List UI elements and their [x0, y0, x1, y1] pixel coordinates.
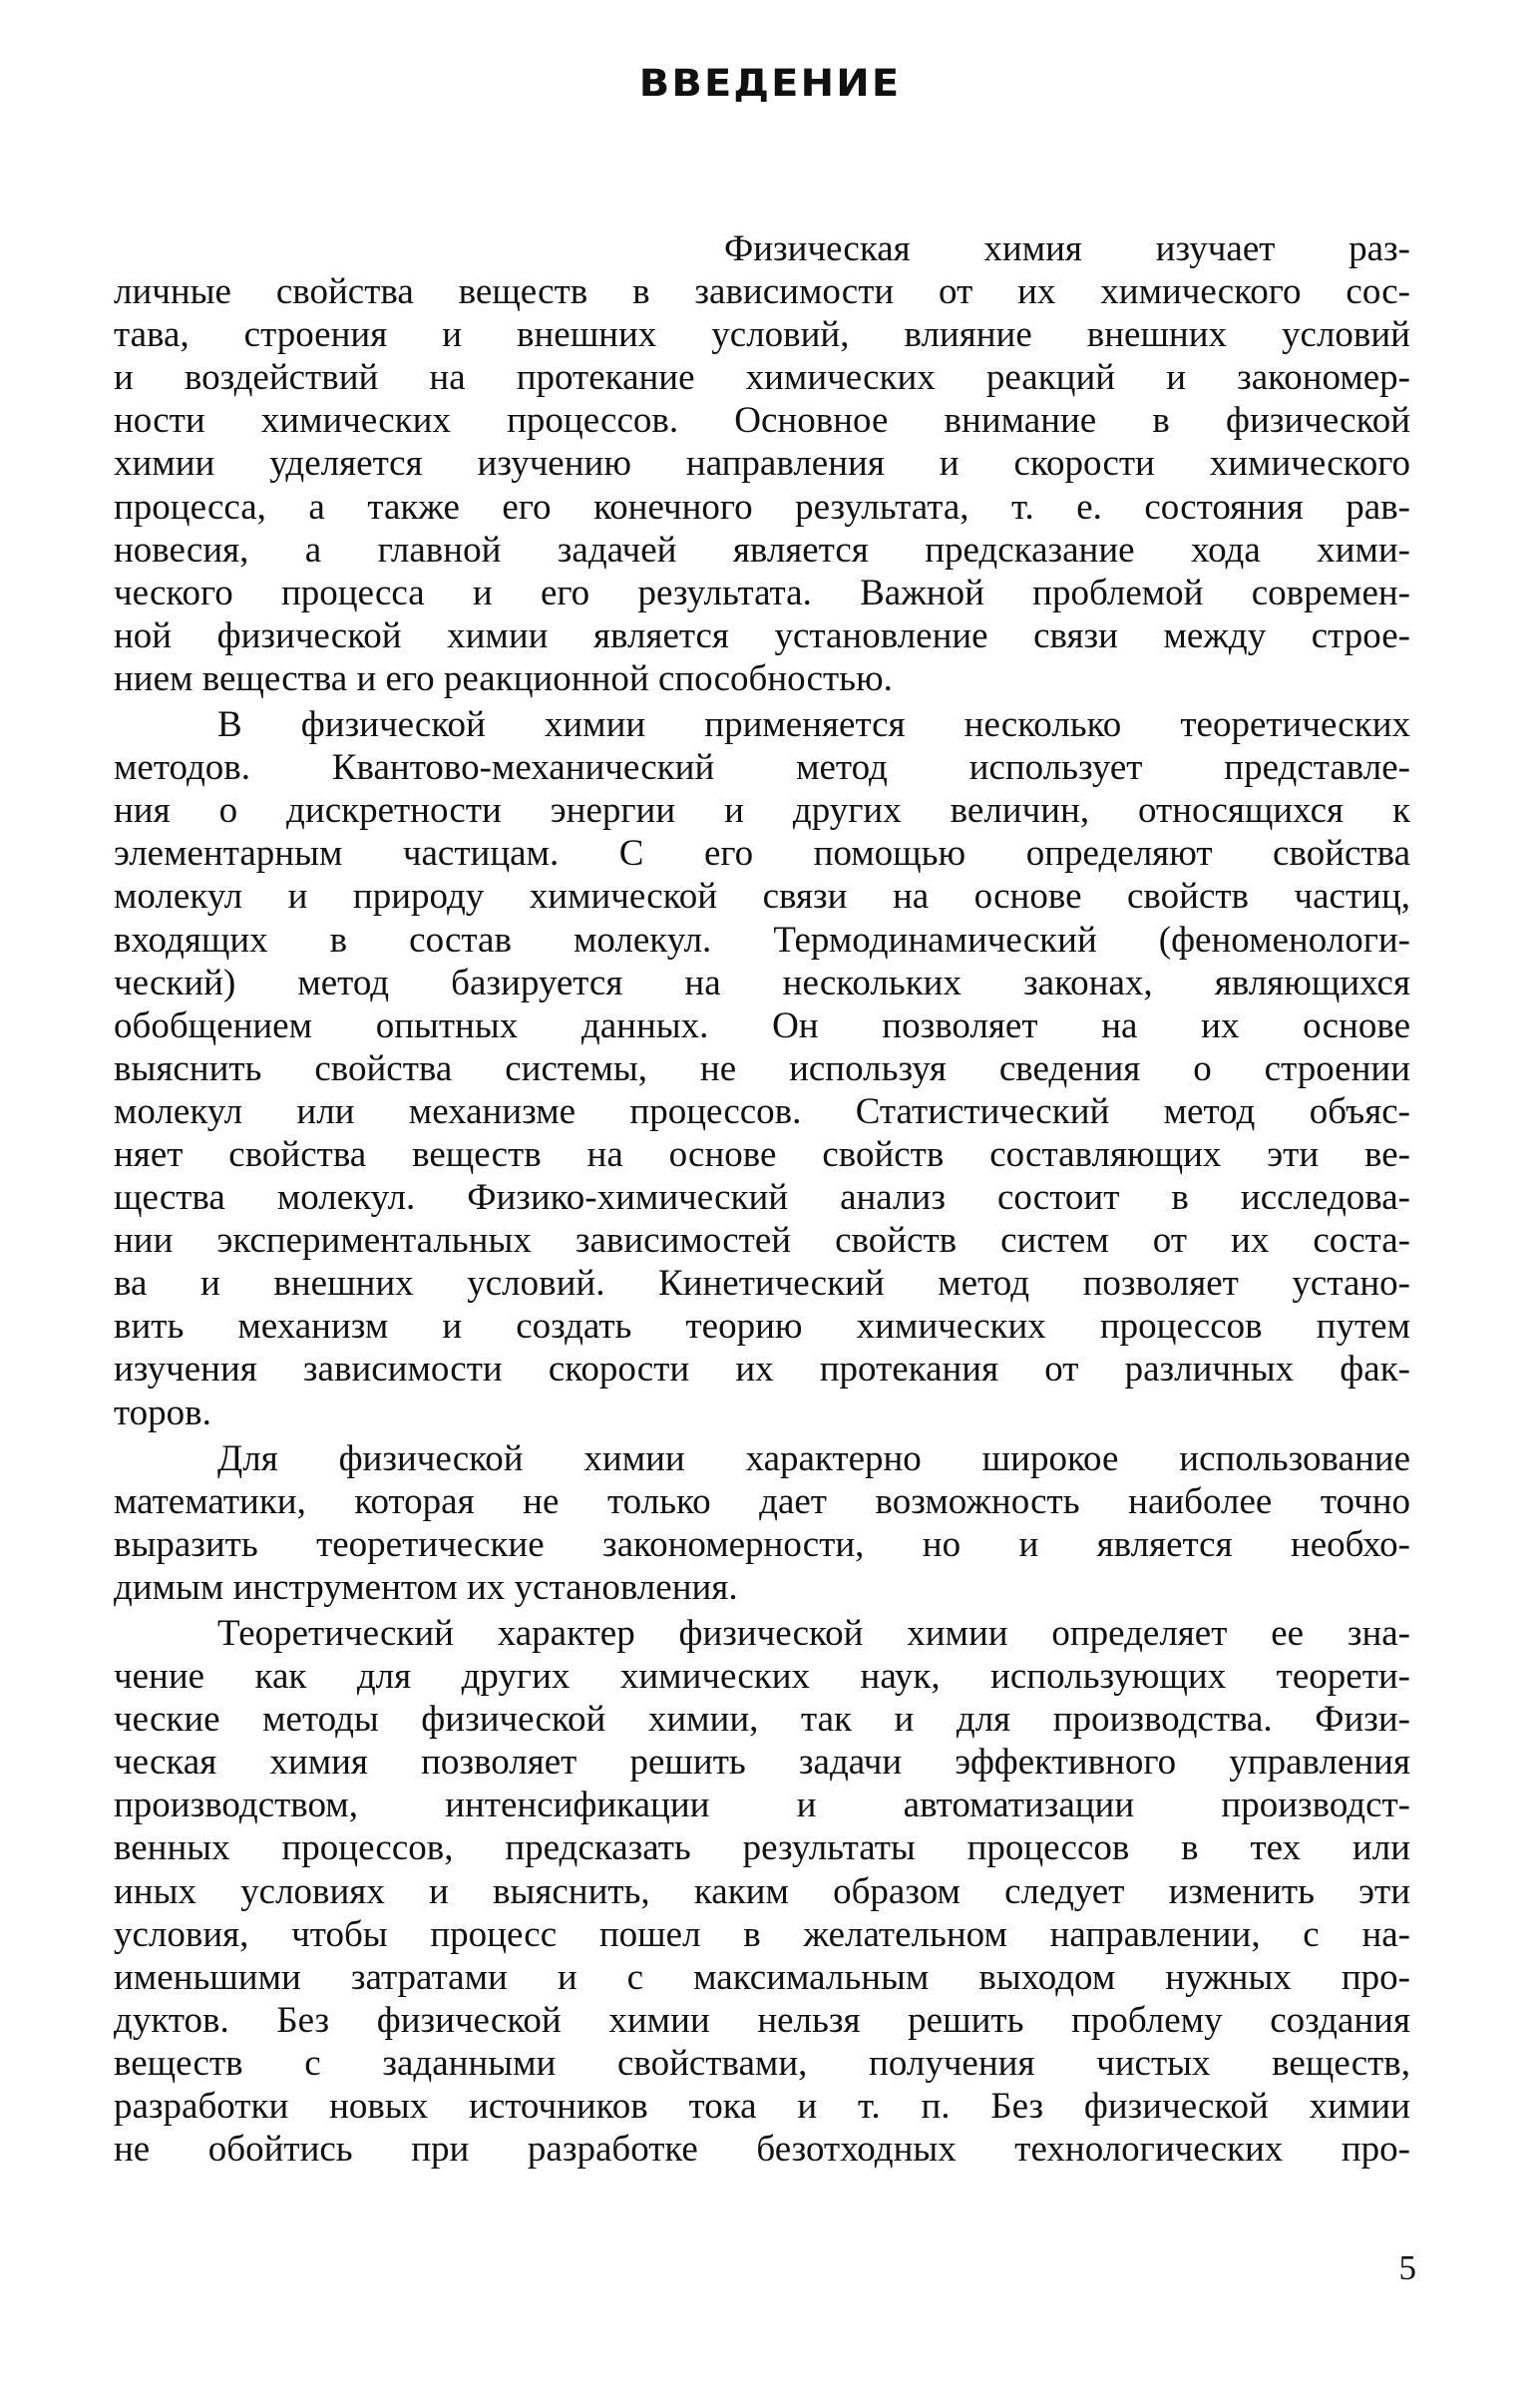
- text-line: ческого процесса и его результата. Важной проблемой современ-: [114, 572, 1410, 613]
- text-line: выяснить свойства системы, не используя сведения о строении: [114, 1047, 1410, 1089]
- page-number: 5: [1398, 2248, 1416, 2287]
- text-line: ческий) метод базируется на нескольких законах, являющихся: [114, 962, 1410, 1003]
- text-line: димым инструментом их установления.: [114, 1566, 738, 1608]
- text-line: производством, интенсификации и автоматизации производст-: [114, 1785, 1410, 1826]
- text-line: нии экспериментальных зависимостей свойств систем от их соста-: [114, 1220, 1410, 1262]
- text-line: выразить теоретические закономерности, но и является необхо-: [114, 1523, 1410, 1565]
- text-line: ва и внешних условий. Кинетический метод позволяет устано-: [114, 1263, 1410, 1305]
- text-line: веществ с заданными свойствами, получения чистых веществ,: [114, 2042, 1410, 2084]
- text-line: молекул или механизме процессов. Статистический метод объяс-: [114, 1090, 1410, 1132]
- text-line: ческая химия позволяет решить задачи эффективного управления: [114, 1742, 1410, 1784]
- text-line: Для физической химии характерно широкое использование: [217, 1437, 1410, 1479]
- text-line: именьшими затратами и с максимальным выходом нужных про-: [114, 1956, 1410, 1998]
- text-line: ния о дискретности энергии и других величин, относящихся к: [114, 790, 1410, 832]
- text-line: не обойтись при разработке безотходных технологических про-: [114, 2129, 1410, 2171]
- text-line: личные свойства веществ в зависимости от их химического сос-: [114, 271, 1410, 313]
- text-line: входящих в состав молекул. Термодинамический (феноменологи-: [114, 919, 1410, 961]
- text-line: условия, чтобы процесс пошел в желательном направлении, с на-: [114, 1913, 1410, 1955]
- text-line: нием вещества и его реакционной способностью.: [114, 657, 893, 699]
- text-line: изучения зависимости скорости их протекания от различных фак-: [114, 1349, 1410, 1391]
- text-line: венных процессов, предсказать результаты процессов в тех или: [114, 1827, 1410, 1869]
- text-line: тава, строения и внешних условий, влияние внешних условий: [114, 314, 1410, 356]
- text-line: новесия, а главной задачей является предсказание хода хими-: [114, 529, 1410, 571]
- text-line: торов.: [114, 1392, 211, 1433]
- text-line: чение как для других химических наук, использующих теорети-: [114, 1656, 1410, 1698]
- text-line: няет свойства веществ на основе свойств составляющих эти ве-: [114, 1133, 1410, 1175]
- text-line: В физической химии применяется несколько теоретических: [217, 704, 1410, 746]
- text-line: методов. Квантово-механический метод использует представле-: [114, 747, 1410, 789]
- paragraph-2: [114, 703, 1410, 1434]
- text-line: молекул и природу химической связи на основе свойств частиц,: [114, 876, 1410, 918]
- text-line: Физическая химия изучает раз-: [724, 228, 1410, 269]
- text-line: разработки новых источников тока и т. п. Без физической химии: [114, 2086, 1410, 2128]
- text-line: иных условиях и выяснить, каким образом следует изменить эти: [114, 1870, 1410, 1912]
- chapter-title: ВВЕДЕНИЕ: [638, 62, 902, 105]
- text-line: дуктов. Без физической химии нельзя решить проблему создания: [114, 1999, 1410, 2041]
- text-line: и воздействий на протекание химических реакций и закономер-: [114, 357, 1410, 399]
- text-line: ной физической химии является установление связи между строе-: [114, 614, 1410, 656]
- text-line: вить механизм и создать теорию химических процессов путем: [114, 1306, 1410, 1348]
- paragraph-3: [114, 1437, 1410, 1609]
- text-line: ности химических процессов. Основное внимание в физической: [114, 400, 1410, 442]
- text-line: элементарным частицам. С его помощью определяют свойства: [114, 833, 1410, 875]
- text-line: ческие методы физической химии, так и для производства. Физи-: [114, 1699, 1410, 1741]
- paragraph-4: [114, 1612, 1410, 2171]
- text-line: процесса, а также его конечного результата, т. е. состояния рав-: [114, 486, 1410, 528]
- text-line: Теоретический характер физической химии определяет ее зна-: [217, 1613, 1410, 1654]
- text-line: химии уделяется изучению направления и скорости химического: [114, 443, 1410, 485]
- body-text: [114, 227, 1410, 2171]
- paragraph-1: [114, 227, 1410, 700]
- text-line: математики, которая не только дает возможность наиболее точно: [114, 1480, 1410, 1522]
- text-line: щества молекул. Физико-химический анализ состоит в исследова-: [114, 1177, 1410, 1219]
- text-line: обобщением опытных данных. Он позволяет на их основе: [114, 1004, 1410, 1046]
